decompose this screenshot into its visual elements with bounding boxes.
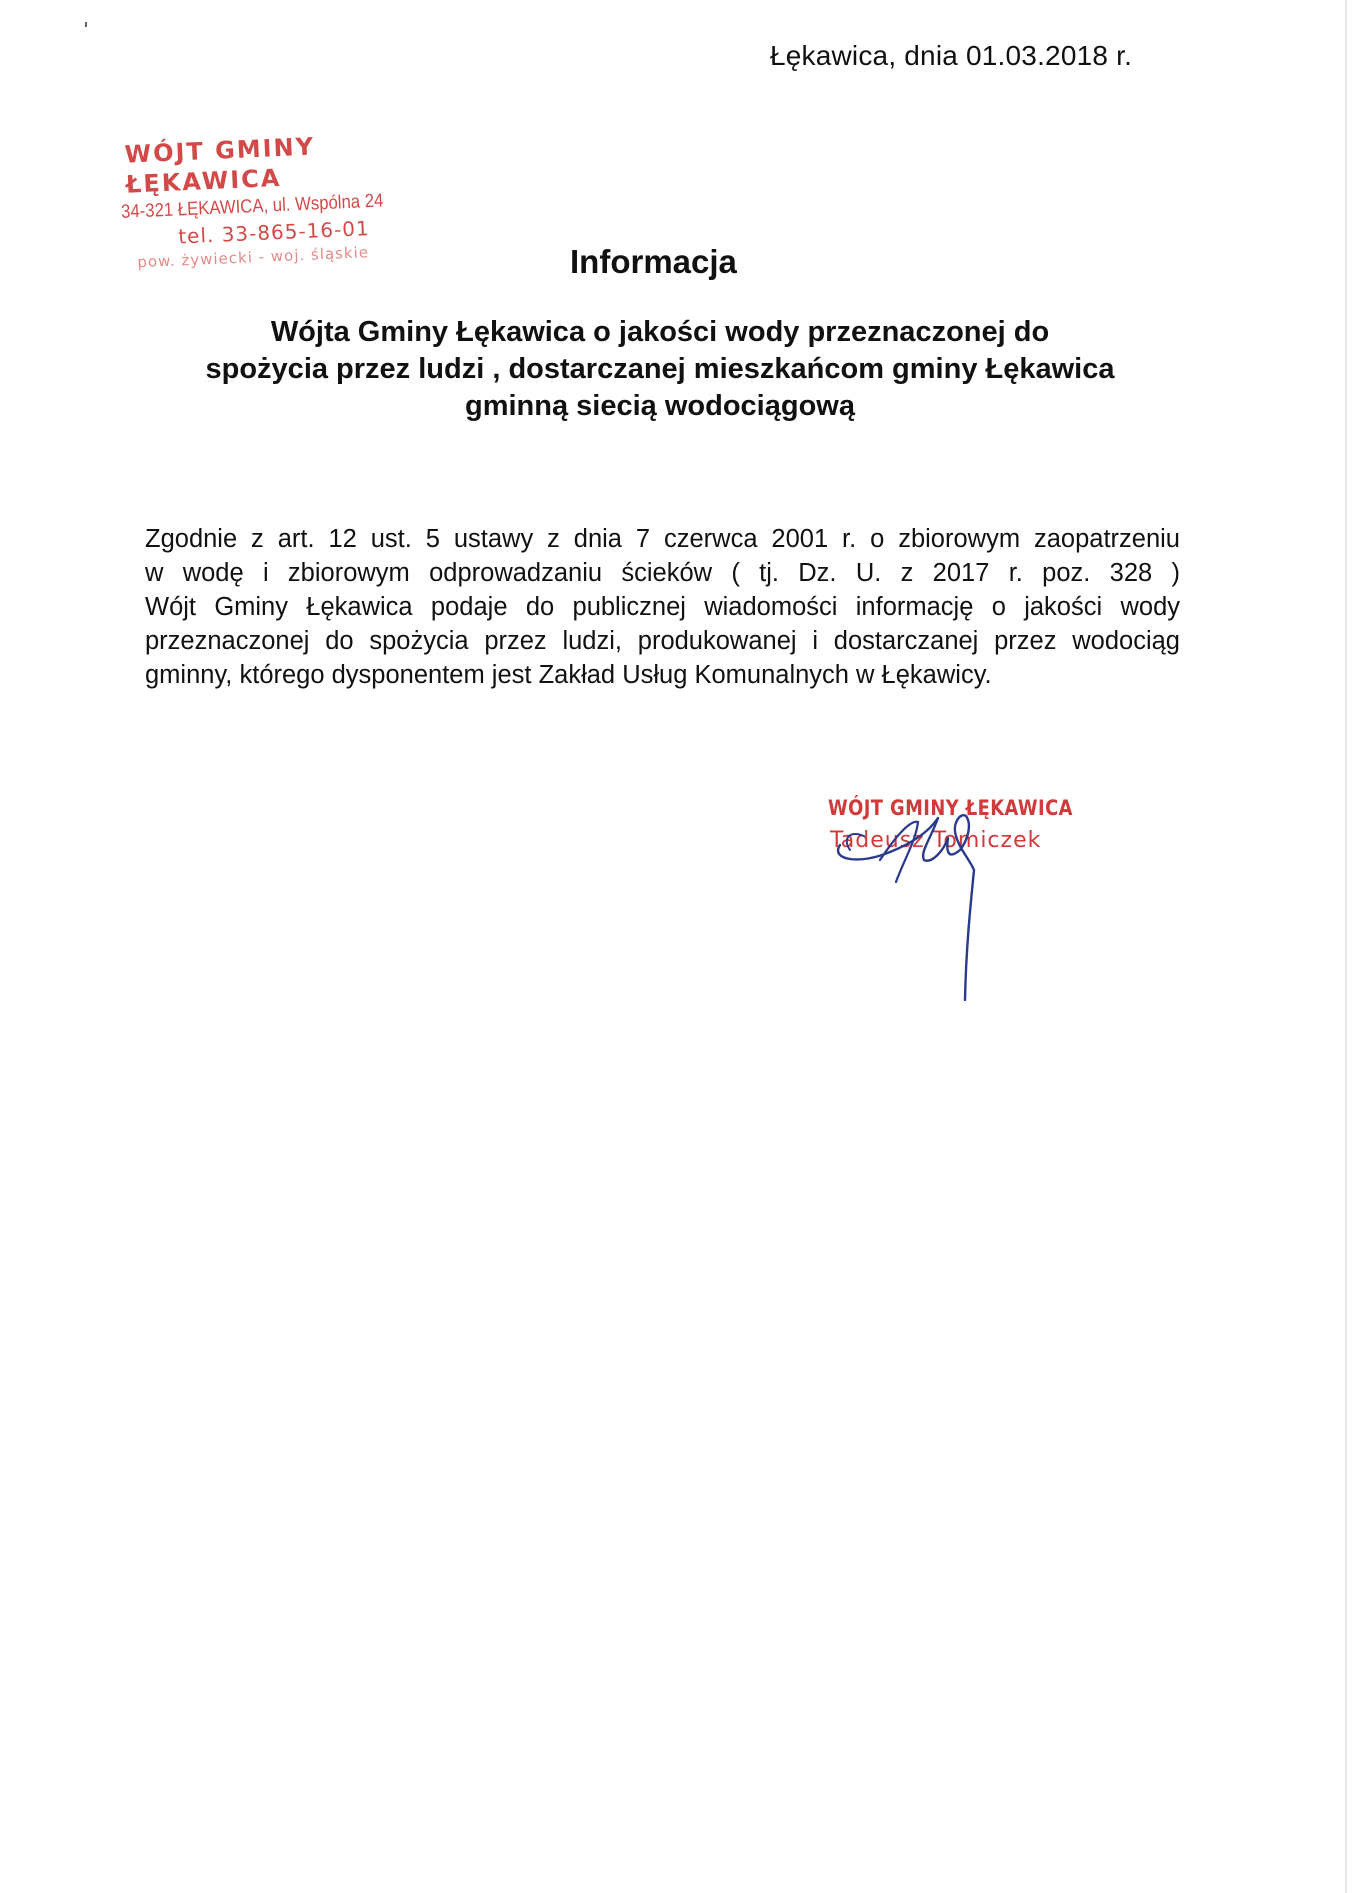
stamp-line-2: 34-321 ŁĘKAWICA, ul. Wspólna 24 — [120, 190, 384, 223]
stamp-line-1: WÓJT GMINY ŁĘKAWICA — [124, 132, 316, 199]
signature-stamp-line-2: Tadeusz Tomiczek — [830, 828, 1042, 853]
scan-edge — [1345, 0, 1347, 1893]
scan-speck — [85, 22, 87, 27]
body-line: Wójt Gminy Łękawica podaje do publicznej wiadomości informację o jakości wody — [145, 593, 1180, 621]
body-line: Zgodnie z art. 12 ust. 5 ustawy z dnia 7 czerwca 2001 r. o zbiorowym zaopatrzeniu — [145, 525, 1180, 553]
body-line: gminny, którego dysponentem jest Zakład Usług Komunalnych w Łękawicy. — [145, 661, 992, 689]
subtitle-line: spożycia przez ludzi , dostarczanej mieszkańcom gminy Łękawica — [205, 353, 1115, 385]
office-stamp — [118, 126, 444, 274]
document-subtitle — [140, 314, 1180, 425]
signature-stamp-line-1: WÓJT GMINY ŁĘKAWICA — [828, 796, 1073, 820]
body-line: w wodę i zbiorowym odprowadzaniu ścieków ( tj. Dz. U. z 2017 r. poz. 328 ) — [145, 559, 1180, 587]
stamp-line-4: pow. żywiecki - woj. śląskie — [136, 243, 370, 272]
stamp-line-3: tel. 33-865-16-01 — [177, 216, 371, 249]
document-body — [145, 522, 1180, 692]
handwritten-signature — [820, 790, 1050, 1010]
subtitle-line: Wójta Gminy Łękawica o jakości wody przeznaczonej do — [270, 316, 1050, 348]
body-line: przeznaczonej do spożycia przez ludzi, produkowanej i dostarczanej przez wodociąg — [145, 627, 1180, 655]
subtitle-line: gminną siecią wodociągową — [465, 390, 855, 422]
document-title: Informacja — [570, 243, 737, 280]
date-line: Łękawica, dnia 01.03.2018 r. — [770, 40, 1133, 71]
